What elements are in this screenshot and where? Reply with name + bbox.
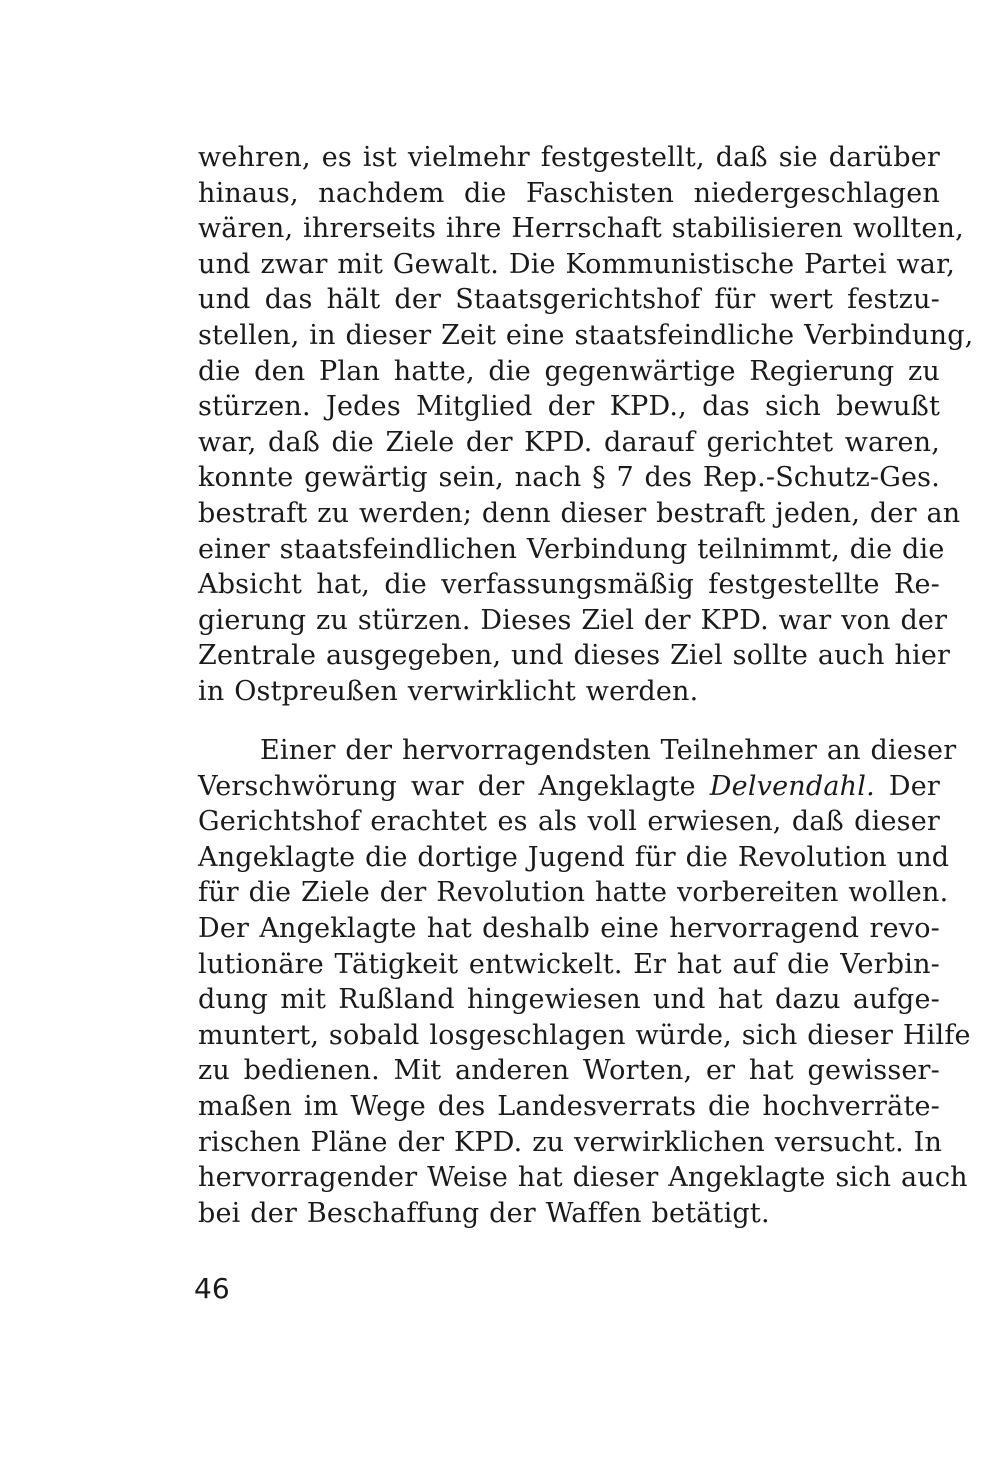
- paragraph-2: [198, 733, 971, 1231]
- page-number: 46: [194, 1272, 230, 1305]
- text-line-with-name: [198, 769, 940, 805]
- text-line: muntert, sobald losgeschlagen würde, sich dieser Hilfe: [198, 1019, 971, 1051]
- text-line: die den Plan hatte, die gegenwärtige Regierung zu: [198, 355, 940, 387]
- text-line: wehren, es ist vielmehr festgestellt, daß sie darüber: [198, 142, 940, 173]
- text-line: Gerichtshof erachtet es als voll erwiesen, daß dieser: [198, 806, 940, 838]
- text-line: Einer der hervorragendsten Teilnehmer an dieser: [260, 735, 957, 766]
- text-line: einer staatsfeindlichen Verbindung teilnimmt, die die: [198, 533, 945, 565]
- text-line: stellen, in dieser Zeit eine staatsfeindliche Verbindung,: [198, 319, 974, 351]
- text-line: Zentrale ausgegeben, und dieses Ziel sollte auch hier: [198, 640, 951, 672]
- text-line: rischen Pläne der KPD. zu verwirklichen versucht. In: [198, 1126, 943, 1158]
- text-line: lutionäre Tätigkeit entwickelt. Er hat auf die Verbin-: [198, 948, 940, 980]
- text-segment: Verschwörung war der Angeklagte: [198, 770, 710, 802]
- text-line: hervorragender Weise hat dieser Angeklagte sich auch: [198, 1162, 968, 1194]
- text-line: wären, ihrerseits ihre Herrschaft stabilisieren wollten,: [198, 213, 964, 245]
- paragraph-1: [198, 140, 974, 710]
- text-line: für die Ziele der Revolution hatte vorbereiten wollen.: [198, 877, 949, 909]
- text-line: dung mit Rußland hingewiesen und hat dazu aufge-: [198, 984, 940, 1016]
- text-line: gierung zu stürzen. Dieses Ziel der KPD. war von der: [198, 604, 948, 636]
- text-line: stürzen. Jedes Mitglied der KPD., das sich bewußt: [198, 391, 940, 423]
- text-line: und zwar mit Gewalt. Die Kommunistische Partei war,: [198, 248, 956, 280]
- text-line: Der Angeklagte hat deshalb eine hervorragend revo-: [198, 912, 940, 944]
- text-line: hinaus, nachdem die Faschisten niedergeschlagen: [198, 177, 940, 209]
- text-line: maßen im Wege des Landesverrats die hochverräte-: [198, 1090, 940, 1122]
- text-line: konnte gewärtig sein, nach § 7 des Rep.-Schutz-Ges.: [198, 462, 940, 494]
- text-line: war, daß die Ziele der KPD. darauf gerichtet waren,: [198, 426, 940, 458]
- text-line: und das hält der Staatsgerichtshof für wert festzu-: [198, 284, 940, 316]
- text-segment: Der: [874, 770, 940, 802]
- defendant-name: Delvendahl.: [709, 770, 875, 802]
- text-line: Absicht hat, die verfassungsmäßig festgestellte Re-: [198, 569, 940, 601]
- text-line: Angeklagte die dortige Jugend für die Revolution und: [198, 841, 950, 873]
- text-line: bestraft zu werden; denn dieser bestraft jeden, der an: [198, 497, 961, 529]
- text-line: in Ostpreußen verwirklicht werden.: [198, 675, 699, 707]
- text-line: bei der Beschaffung der Waffen betätigt.: [198, 1197, 770, 1229]
- text-line: zu bedienen. Mit anderen Worten, er hat gewisser-: [198, 1055, 940, 1087]
